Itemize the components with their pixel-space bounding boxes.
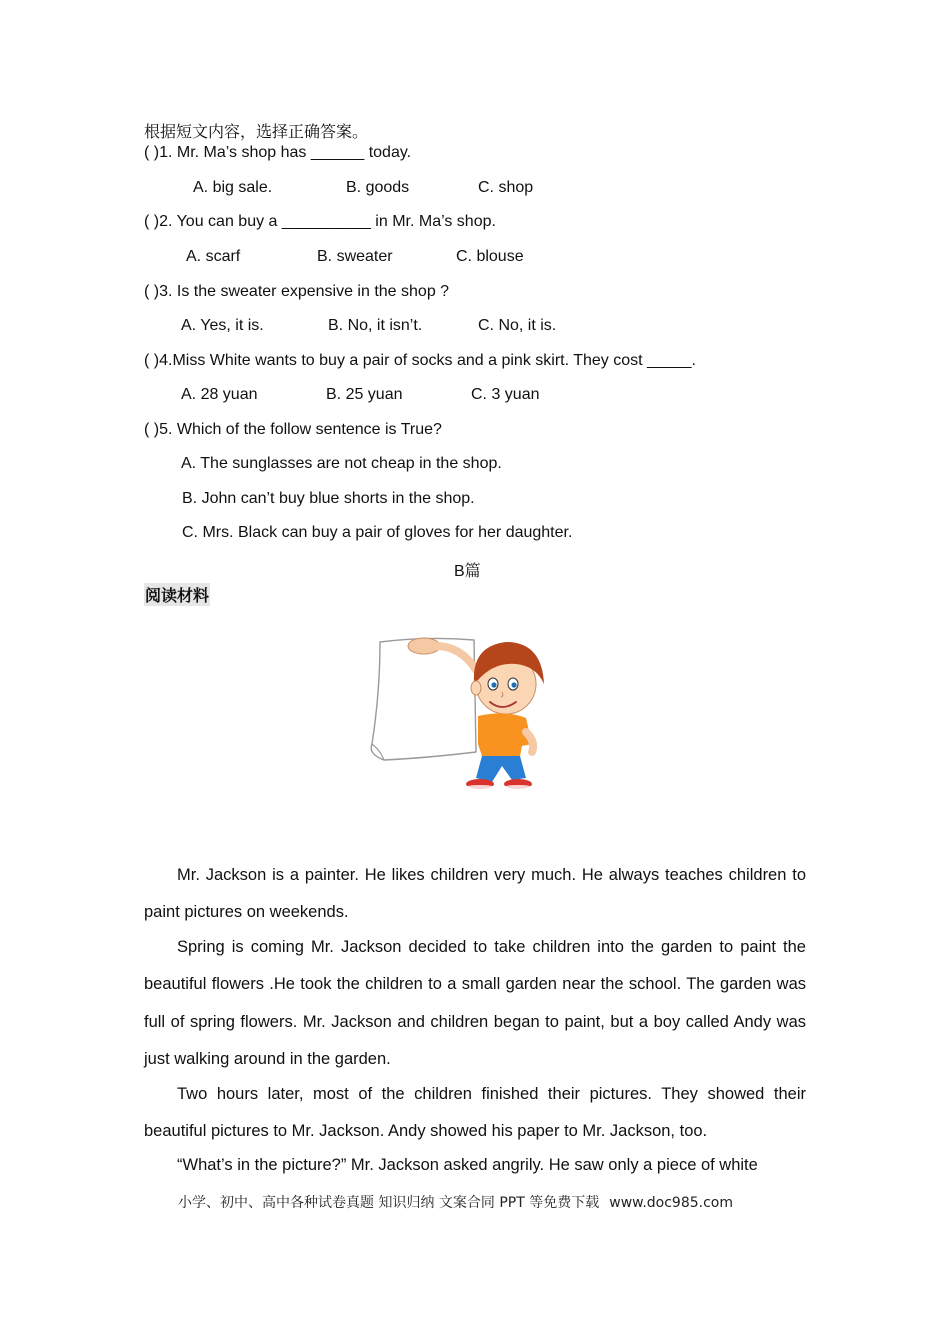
instruction: 根据短文内容，选择正确答案。 bbox=[144, 122, 369, 141]
boy-pants bbox=[476, 756, 526, 782]
q4-option-c: C. 3 yuan bbox=[471, 386, 540, 403]
boy-holding-paper-illustration bbox=[366, 632, 550, 796]
q3-option-b: B. No, it isn’t. bbox=[328, 317, 423, 334]
question-1: ( )1. Mr. Ma’s shop has ______ today. bbox=[144, 144, 412, 161]
question-4: ( )4.Miss White wants to buy a pair of socks and a pink skirt. They cost _____. bbox=[144, 352, 696, 369]
passage-paragraph-4: “What’s in the picture?” Mr. Jackson asked angrily. He saw only a piece of white bbox=[177, 1156, 758, 1174]
q3-option-a: A. Yes, it is. bbox=[181, 317, 264, 334]
q1-option-b: B. goods bbox=[346, 179, 410, 196]
q4-option-b: B. 25 yuan bbox=[326, 386, 403, 403]
footer bbox=[178, 1192, 733, 1212]
passage-paragraph-3: Two hours later, most of the children finished their pictures. They showed their beautiful pictures to Mr. Jackson. Andy showed his paper to Mr. Jackson, too. bbox=[144, 1085, 806, 1141]
reading-material-label: 阅读材料 bbox=[144, 583, 210, 606]
question-2: ( )2. You can buy a __________ in Mr. Ma’s shop. bbox=[144, 213, 496, 230]
q3-option-c: C. No, it is. bbox=[478, 317, 557, 334]
section-b-heading: B篇 bbox=[454, 563, 481, 580]
question-3: ( )3. Is the sweater expensive in the shop ? bbox=[144, 283, 450, 300]
footer-text: 小学、初中、高中各种试卷真题 知识归纳 文案合同 PPT 等免费下载 bbox=[178, 1195, 600, 1211]
q5-option-c: C. Mrs. Black can buy a pair of gloves for her daughter. bbox=[182, 524, 573, 541]
q2-option-c: C. blouse bbox=[456, 248, 524, 265]
q4-option-a: A. 28 yuan bbox=[181, 386, 258, 403]
q1-option-c: C. shop bbox=[478, 179, 534, 196]
question-5: ( )5. Which of the follow sentence is True? bbox=[144, 421, 442, 438]
q2-option-b: B. sweater bbox=[317, 248, 393, 265]
q5-option-a: A. The sunglasses are not cheap in the shop. bbox=[181, 455, 502, 472]
q1-option-a: A. big sale. bbox=[193, 179, 273, 196]
footer-url[interactable]: www.doc985.com bbox=[609, 1195, 733, 1211]
passage-paragraph-2: Spring is coming Mr. Jackson decided to take children into the garden to paint the beautiful flowers .He took the children to a small garden near the school. The garden was full of spring flowers. Mr. Jackson and children began to paint, but a boy called Andy was just walking around in the garden. bbox=[144, 938, 806, 1068]
passage-paragraph-1: Mr. Jackson is a painter. He likes children very much. He always teaches children to paint pictures on weekends. bbox=[144, 866, 806, 922]
q2-option-a: A. scarf bbox=[186, 248, 241, 265]
q5-option-b: B. John can’t buy blue shorts in the shop. bbox=[182, 490, 475, 507]
